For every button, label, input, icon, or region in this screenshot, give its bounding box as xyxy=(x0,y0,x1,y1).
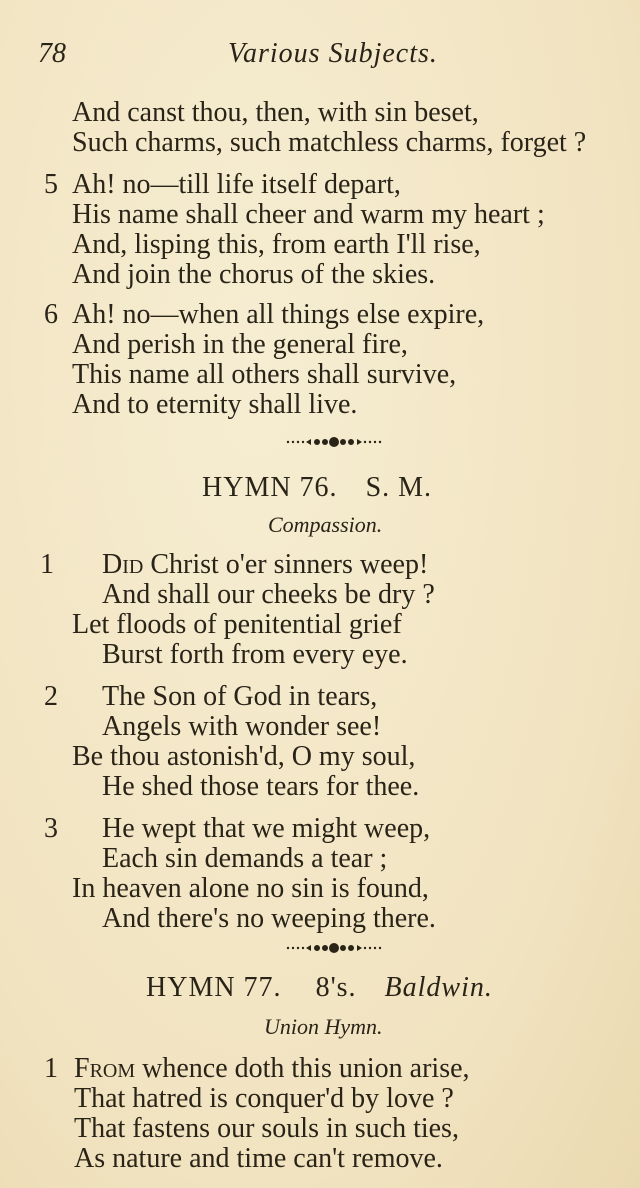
verse-line: And join the chorus of the skies. xyxy=(72,259,436,290)
verse-line: Angels with wonder see! xyxy=(102,711,382,742)
stanza-number: 5 xyxy=(44,169,58,200)
verse-line: He shed those tears for thee. xyxy=(102,771,420,802)
verse-line: Be thou astonish'd, O my soul, xyxy=(72,741,416,772)
verse-line: That fastens our souls in such ties, xyxy=(74,1113,459,1144)
hymn-meter: S. M. xyxy=(365,472,433,503)
hymn-subtitle: Compassion. xyxy=(268,512,383,537)
stanza-number: 3 xyxy=(44,813,58,844)
verse-line: Let floods of penitential grief xyxy=(72,609,402,640)
drop-word: Did xyxy=(102,549,144,580)
page-number: 78 xyxy=(38,38,66,69)
stanza-number: 1 xyxy=(40,549,54,580)
verse-line: Ah! no—when all things else expire, xyxy=(72,299,485,330)
verse-line: In heaven alone no sin is found, xyxy=(72,873,429,904)
stanza-number: 6 xyxy=(44,299,58,330)
verse-line: Burst forth from every eye. xyxy=(102,639,408,670)
verse-line: He wept that we might weep, xyxy=(102,813,431,844)
verse-line: And shall our cheeks be dry ? xyxy=(102,579,435,610)
verse-line: As nature and time can't remove. xyxy=(74,1143,443,1174)
ornament-divider xyxy=(284,940,384,956)
verse-line: This name all others shall survive, xyxy=(72,359,457,390)
verse-line: And perish in the general fire, xyxy=(72,329,408,360)
stanza-number: 2 xyxy=(44,681,58,712)
hymn-title xyxy=(202,472,432,504)
verse-line: Ah! no—till life itself depart, xyxy=(72,169,401,200)
verse-line: And to eternity shall live. xyxy=(72,389,358,420)
running-head: Various Subjects. xyxy=(228,38,438,69)
verse-line: And canst thou, then, with sin beset, xyxy=(72,97,479,128)
verse-line: Such charms, such matchless charms, forget ? xyxy=(72,127,587,158)
page-header xyxy=(38,38,598,78)
hymn-title xyxy=(146,972,493,1004)
verse-line: That hatred is conquer'd by love ? xyxy=(74,1083,454,1114)
hymn-author: Baldwin. xyxy=(384,972,493,1003)
hymn-subtitle: Union Hymn. xyxy=(264,1014,383,1039)
verse-line: Each sin demands a tear ; xyxy=(102,843,388,874)
verse-line: Did Christ o'er sinners weep! xyxy=(102,549,429,580)
verse-line: The Son of God in tears, xyxy=(102,681,378,712)
hymn-meter: 8's. xyxy=(315,972,357,1003)
hymn-number: HYMN 77. xyxy=(146,972,282,1003)
verse-line: His name shall cheer and warm my heart ; xyxy=(72,199,545,230)
hymn-number: HYMN 76. xyxy=(202,472,338,503)
ornament-divider xyxy=(284,434,384,450)
verse-line: And, lisping this, from earth I'll rise, xyxy=(72,229,481,260)
drop-word: From xyxy=(74,1053,136,1084)
verse-line: From whence doth this union arise, xyxy=(74,1053,470,1084)
verse-line: And there's no weeping there. xyxy=(102,903,436,934)
stanza-number: 1 xyxy=(44,1053,58,1084)
